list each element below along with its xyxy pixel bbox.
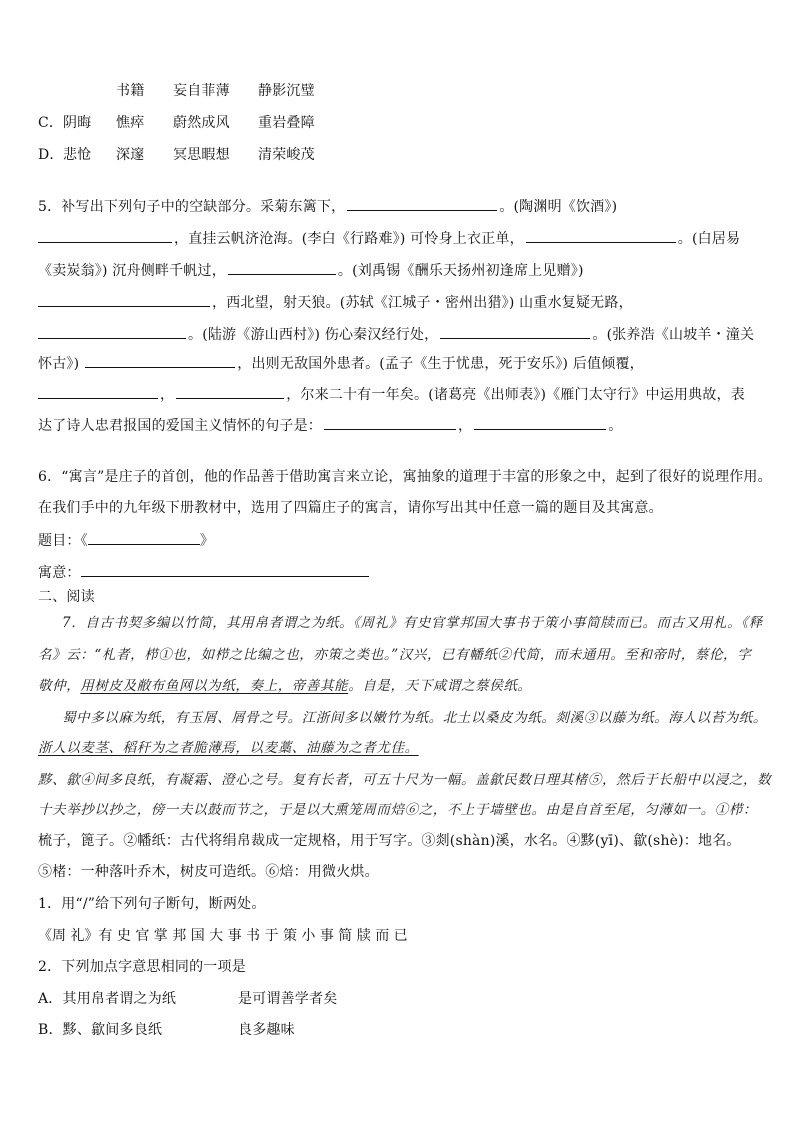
- option-word: 妄自菲薄: [173, 83, 230, 99]
- answer-blank[interactable]: [324, 415, 456, 430]
- option-c-letter: [38, 113, 63, 133]
- q7-para-line: 名》云：“札者，栉①也，如栉之比编之也，亦策之类也。”汉兴，已有幡纸②代简，而未通用。至和帝时，蔡伦，字: [38, 647, 752, 663]
- option-word: 憔瘁: [116, 115, 145, 131]
- subq-2: 2．下列加点字意思相同的一项是: [38, 959, 246, 975]
- option-d-w1-cell: [63, 145, 91, 165]
- option-letter: C．: [38, 115, 64, 131]
- q6-line-1: 6．“寓言”是庄子的首创，他的作品善于借助寓言来立论，寓抽象的道理于丰富的形象之中，起到了很好的说理作用。: [38, 469, 772, 485]
- q7-notes-line: ⑤楮：一种落叶乔木，树皮可造纸。⑥焙：用微火烘。: [38, 864, 379, 880]
- option-letter: D．: [38, 147, 64, 163]
- q7-para-line: 黟、歙④间多良纸，有凝霜、澄心之号。复有长者，可五十尺为一幅。盖歙民数日理其楮⑤，然后于长船中以浸之，数: [38, 772, 772, 788]
- q5-line-7: [38, 384, 745, 405]
- q7-underlined-text: 用树皮及敝布鱼网以为纸，奏上，帝善其能: [80, 678, 349, 694]
- q5-line-5: [38, 324, 754, 345]
- option-b-w3-cell: [173, 81, 230, 101]
- answer-blank[interactable]: [228, 260, 336, 275]
- answer-blank[interactable]: [347, 196, 497, 211]
- q5-line-2: [38, 228, 740, 249]
- option-word: 重岩叠障: [258, 115, 315, 131]
- q5-text: 。(刘禹锡《酬乐天扬州初逢席上见赠》): [337, 263, 584, 279]
- q5-text: 。(陆游《游山西村》) 伤心秦汉经行处，: [188, 327, 439, 343]
- q7-para-line: 7．自古书契多编以竹简，其用帛者谓之为纸。《周礼》有史官掌邦国大事书于策小事简牍而已。而古又用札。《释: [62, 615, 763, 631]
- q6-title-label: 题目：《: [38, 533, 88, 549]
- option-word: 静影沉璧: [258, 83, 315, 99]
- q7-para-line: [38, 676, 532, 696]
- answer-blank[interactable]: [38, 384, 158, 399]
- option-right: 良多趣味: [238, 1022, 295, 1038]
- q5-text: 达了诗人忠君报国的爱国主义情怀的句子是：: [38, 418, 322, 434]
- q6-title-end: 》: [199, 533, 215, 549]
- option-word: 书籍: [116, 83, 145, 99]
- q5-line-8: [38, 415, 622, 436]
- option-word: 深邃: [116, 147, 145, 163]
- option-d-w3-cell: [173, 145, 230, 165]
- option-word: 蔚然成风: [173, 115, 230, 131]
- option-right: 是可谓善学者矣: [238, 991, 338, 1007]
- q5-text: 《卖炭翁》) 沉舟侧畔千帆过，: [38, 263, 226, 279]
- q7-text: 敬仲，: [38, 678, 81, 694]
- q7-notes-line: 梳子，篦子。②幡纸：古代将绢帛裁成一定规格，用于写字。③剡(shàn)溪，水名。④黟(yī)、歙(shè)：地名。: [38, 833, 741, 849]
- q5-text: ，尔来二十有一年矣。(诸葛亮《出师表》)《雁门太守行》中运用典故，表: [286, 387, 745, 403]
- q7-underlined-line: 浙人以麦茎、稻秆为之者脆薄焉，以麦藁、油藤为之者尤佳。: [38, 740, 419, 756]
- answer-blank[interactable]: [176, 384, 284, 399]
- option-d-w2-cell: [116, 145, 144, 165]
- q5-text: 。(陶渊明《饮酒》): [499, 199, 618, 215]
- q5-text: ，: [160, 387, 175, 403]
- q5-line-3: [38, 260, 584, 281]
- option-c-w2-cell: [116, 113, 144, 133]
- q6-line-2: 在我们手中的九年级下册教材中，选用了四篇庄子的寓言，请你写出其中任意一篇的题目及其寓意。: [38, 500, 663, 516]
- option-b-w2-cell: [116, 81, 144, 101]
- q5-line-1: [38, 196, 617, 217]
- q5-text: ，西北望，射天狼。(苏轼《江城子・密州出猎》) 山重水复疑无路，: [212, 295, 633, 311]
- answer-blank[interactable]: [474, 415, 606, 430]
- answer-blank[interactable]: [440, 324, 590, 339]
- subq-2-option-a: [38, 989, 338, 1009]
- option-left: A．其用帛者谓之为纸: [38, 991, 177, 1007]
- subq-2-option-b: [38, 1020, 295, 1040]
- option-b-w4-cell: [258, 81, 315, 101]
- q6-meaning-label: 寓意：: [38, 565, 81, 581]
- answer-blank[interactable]: [526, 228, 676, 243]
- option-d-letter: [38, 145, 64, 165]
- title-blank[interactable]: [88, 530, 200, 545]
- option-c-w4-cell: [258, 113, 315, 133]
- option-left: B．黟、歙间多良纸: [38, 1022, 163, 1038]
- option-word: 清荣峻茂: [258, 147, 315, 163]
- q5-line-6: [38, 353, 644, 374]
- q5-text: 。: [608, 418, 623, 434]
- section-heading: 二、阅读: [38, 589, 95, 605]
- option-word: 阴晦: [63, 115, 92, 131]
- q7-para-line: 十夫举抄以抄之，傍一夫以鼓而节之，于是以大熏笼周而焙⑥之，不上于墙壁也。由是自首至尾，匀薄如一。①栉：: [38, 802, 758, 818]
- q6-title-row: [38, 530, 214, 551]
- q5-text: ，: [458, 418, 473, 434]
- option-word: 冥思暇想: [173, 147, 230, 163]
- q7-para-line: 蜀中多以麻为纸，有玉屑、屑骨之号。江浙间多以嫩竹为纸。北土以桑皮为纸。剡溪③以藤为纸。海人以苔为纸。: [62, 710, 767, 726]
- subq-1: 1．用“/”给下列句子断句，断两处。: [38, 896, 266, 912]
- q5-line-4: [38, 292, 633, 313]
- q6-meaning-row: [38, 562, 369, 583]
- q5-text: 。(白居易: [677, 231, 741, 247]
- answer-blank[interactable]: [38, 228, 172, 243]
- answer-blank[interactable]: [38, 292, 210, 307]
- q5-text: ，直挂云帆济沧海。(李白《行路难》) 可怜身上衣正单，: [174, 231, 524, 247]
- q5-text: 。(张养浩《山坡羊・潼关: [592, 327, 755, 343]
- q5-text: 5．补写出下列句子中的空缺部分。采菊东篱下，: [38, 199, 346, 215]
- answer-blank[interactable]: [38, 324, 186, 339]
- meaning-blank[interactable]: [81, 562, 369, 577]
- option-word: 悲怆: [63, 147, 92, 163]
- answer-blank[interactable]: [85, 353, 235, 368]
- q5-text: 怀古》): [38, 356, 80, 372]
- option-c-w3-cell: [173, 113, 230, 133]
- subq-1-sentence: 《周 礼》有 史 官 掌 邦 国 大 事 书 于 策 小 事 简 牍 而 已: [38, 928, 408, 944]
- option-d-w4-cell: [258, 145, 315, 165]
- option-c-w1-cell: [63, 113, 91, 133]
- q7-text: 。自是，天下咸谓之蔡侯纸。: [348, 678, 532, 694]
- q5-text: ，出则无敌国外患者。(孟子《生于忧患，死于安乐》) 后值倾覆，: [237, 356, 644, 372]
